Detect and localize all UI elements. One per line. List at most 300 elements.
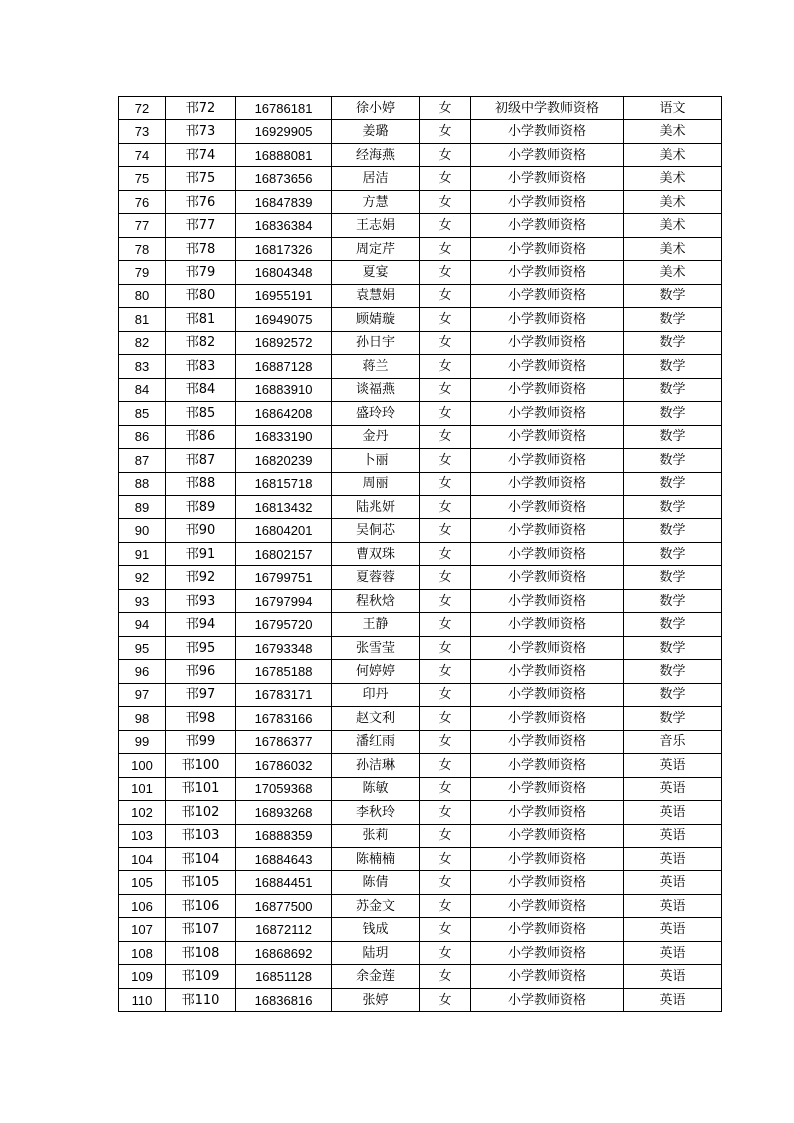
qualification-type-cell: 小学教师资格 (471, 402, 624, 425)
table-row (119, 824, 722, 847)
applicant-name-cell: 谈福燕 (332, 378, 420, 401)
applicant-name-cell: 夏宴 (332, 261, 420, 284)
certificate-number-cell: 16804201 (236, 519, 332, 542)
certificate-number-cell: 16955191 (236, 284, 332, 307)
row-number-cell: 97 (119, 683, 166, 706)
certificate-number-cell: 16847839 (236, 190, 332, 213)
qualification-type-cell: 小学教师资格 (471, 378, 624, 401)
applicant-code-cell: 邗73 (166, 120, 236, 143)
applicant-name-cell: 方慧 (332, 190, 420, 213)
subject-cell: 英语 (624, 988, 722, 1011)
gender-cell: 女 (420, 97, 471, 120)
certificate-number-cell: 16872112 (236, 918, 332, 941)
applicant-code-cell: 邗74 (166, 143, 236, 166)
applicant-code-cell: 邗102 (166, 801, 236, 824)
applicant-name-cell: 居洁 (332, 167, 420, 190)
row-number-cell: 102 (119, 801, 166, 824)
certificate-number-cell: 16949075 (236, 308, 332, 331)
row-number-cell: 98 (119, 707, 166, 730)
qualification-type-cell: 小学教师资格 (471, 284, 624, 307)
applicant-code-cell: 邗78 (166, 237, 236, 260)
table-row (119, 97, 722, 120)
subject-cell: 数学 (624, 449, 722, 472)
certificate-number-cell: 16795720 (236, 613, 332, 636)
subject-cell: 美术 (624, 261, 722, 284)
certificate-number-cell: 16864208 (236, 402, 332, 425)
qualification-type-cell: 小学教师资格 (471, 871, 624, 894)
qualification-type-cell: 小学教师资格 (471, 331, 624, 354)
subject-cell: 语文 (624, 97, 722, 120)
applicant-code-cell: 邗86 (166, 425, 236, 448)
applicant-code-cell: 邗81 (166, 308, 236, 331)
applicant-code-cell: 邗110 (166, 988, 236, 1011)
applicant-name-cell: 钱成 (332, 918, 420, 941)
gender-cell: 女 (420, 613, 471, 636)
table-row (119, 754, 722, 777)
qualification-type-cell: 小学教师资格 (471, 848, 624, 871)
applicant-name-cell: 王静 (332, 613, 420, 636)
row-number-cell: 107 (119, 918, 166, 941)
row-number-cell: 75 (119, 167, 166, 190)
certificate-number-cell: 16820239 (236, 449, 332, 472)
certificate-number-cell: 16817326 (236, 237, 332, 260)
row-number-cell: 78 (119, 237, 166, 260)
applicant-name-cell: 陈楠楠 (332, 848, 420, 871)
certificate-number-cell: 16868692 (236, 941, 332, 964)
qualification-type-cell: 小学教师资格 (471, 988, 624, 1011)
qualification-type-cell: 小学教师资格 (471, 918, 624, 941)
qualification-type-cell: 小学教师资格 (471, 965, 624, 988)
row-number-cell: 72 (119, 97, 166, 120)
applicant-name-cell: 经海燕 (332, 143, 420, 166)
row-number-cell: 104 (119, 848, 166, 871)
qualification-type-cell: 小学教师资格 (471, 519, 624, 542)
qualification-type-cell: 小学教师资格 (471, 613, 624, 636)
qualification-type-cell: 小学教师资格 (471, 237, 624, 260)
certificate-number-cell: 16815718 (236, 472, 332, 495)
applicant-code-cell: 邗84 (166, 378, 236, 401)
gender-cell: 女 (420, 214, 471, 237)
gender-cell: 女 (420, 965, 471, 988)
subject-cell: 英语 (624, 824, 722, 847)
applicant-code-cell: 邗96 (166, 660, 236, 683)
table-row (119, 777, 722, 800)
subject-cell: 数学 (624, 472, 722, 495)
qualification-type-cell: 小学教师资格 (471, 542, 624, 565)
row-number-cell: 90 (119, 519, 166, 542)
applicant-code-cell: 邗88 (166, 472, 236, 495)
table-row (119, 566, 722, 589)
applicant-code-cell: 邗106 (166, 894, 236, 917)
table-row (119, 495, 722, 518)
applicant-name-cell: 金丹 (332, 425, 420, 448)
applicant-name-cell: 曹双珠 (332, 542, 420, 565)
subject-cell: 美术 (624, 143, 722, 166)
subject-cell: 音乐 (624, 730, 722, 753)
subject-cell: 英语 (624, 801, 722, 824)
row-number-cell: 76 (119, 190, 166, 213)
gender-cell: 女 (420, 894, 471, 917)
applicant-name-cell: 印丹 (332, 683, 420, 706)
applicant-name-cell: 周丽 (332, 472, 420, 495)
subject-cell: 美术 (624, 190, 722, 213)
certificate-number-cell: 16793348 (236, 636, 332, 659)
applicant-name-cell: 王志娟 (332, 214, 420, 237)
applicant-code-cell: 邗97 (166, 683, 236, 706)
table-row (119, 190, 722, 213)
applicant-code-cell: 邗89 (166, 495, 236, 518)
subject-cell: 数学 (624, 542, 722, 565)
certificate-number-cell: 16884643 (236, 848, 332, 871)
applicant-name-cell: 何婷婷 (332, 660, 420, 683)
table-row (119, 965, 722, 988)
table-row (119, 801, 722, 824)
applicant-code-cell: 邗98 (166, 707, 236, 730)
gender-cell: 女 (420, 801, 471, 824)
gender-cell: 女 (420, 848, 471, 871)
gender-cell: 女 (420, 824, 471, 847)
applicant-name-cell: 苏金文 (332, 894, 420, 917)
applicant-name-cell: 姜璐 (332, 120, 420, 143)
applicant-name-cell: 周定芹 (332, 237, 420, 260)
gender-cell: 女 (420, 988, 471, 1011)
gender-cell: 女 (420, 331, 471, 354)
applicant-name-cell: 余金莲 (332, 965, 420, 988)
gender-cell: 女 (420, 871, 471, 894)
subject-cell: 数学 (624, 378, 722, 401)
table-row (119, 707, 722, 730)
table-row (119, 988, 722, 1011)
qualification-type-cell: 小学教师资格 (471, 777, 624, 800)
table-row (119, 143, 722, 166)
certificate-number-cell: 16887128 (236, 355, 332, 378)
certificate-number-cell: 16813432 (236, 495, 332, 518)
table-row (119, 284, 722, 307)
qualification-type-cell: 小学教师资格 (471, 683, 624, 706)
table-row (119, 425, 722, 448)
row-number-cell: 73 (119, 120, 166, 143)
applicant-code-cell: 邗108 (166, 941, 236, 964)
row-number-cell: 74 (119, 143, 166, 166)
table-row (119, 308, 722, 331)
subject-cell: 数学 (624, 589, 722, 612)
applicant-code-cell: 邗101 (166, 777, 236, 800)
applicant-code-cell: 邗72 (166, 97, 236, 120)
gender-cell: 女 (420, 425, 471, 448)
subject-cell: 数学 (624, 402, 722, 425)
applicant-code-cell: 邗77 (166, 214, 236, 237)
certificate-number-cell: 16797994 (236, 589, 332, 612)
gender-cell: 女 (420, 542, 471, 565)
qualification-type-cell: 初级中学教师资格 (471, 97, 624, 120)
certificate-number-cell: 16783171 (236, 683, 332, 706)
row-number-cell: 84 (119, 378, 166, 401)
certificate-number-cell: 16851128 (236, 965, 332, 988)
row-number-cell: 91 (119, 542, 166, 565)
table-row (119, 918, 722, 941)
gender-cell: 女 (420, 190, 471, 213)
row-number-cell: 80 (119, 284, 166, 307)
applicant-name-cell: 程秋焓 (332, 589, 420, 612)
subject-cell: 美术 (624, 120, 722, 143)
qualification-type-cell: 小学教师资格 (471, 143, 624, 166)
qualification-type-cell: 小学教师资格 (471, 449, 624, 472)
row-number-cell: 89 (119, 495, 166, 518)
row-number-cell: 82 (119, 331, 166, 354)
applicant-code-cell: 邗80 (166, 284, 236, 307)
subject-cell: 数学 (624, 566, 722, 589)
gender-cell: 女 (420, 472, 471, 495)
qualification-type-cell: 小学教师资格 (471, 214, 624, 237)
table-row (119, 941, 722, 964)
table-row (119, 402, 722, 425)
qualification-type-cell: 小学教师资格 (471, 941, 624, 964)
certificate-number-cell: 16836816 (236, 988, 332, 1011)
qualification-type-cell: 小学教师资格 (471, 167, 624, 190)
row-number-cell: 85 (119, 402, 166, 425)
gender-cell: 女 (420, 519, 471, 542)
qualification-type-cell: 小学教师资格 (471, 566, 624, 589)
row-number-cell: 100 (119, 754, 166, 777)
gender-cell: 女 (420, 941, 471, 964)
qualification-type-cell: 小学教师资格 (471, 308, 624, 331)
subject-cell: 数学 (624, 308, 722, 331)
certificate-number-cell: 16786377 (236, 730, 332, 753)
certificate-number-cell: 16883910 (236, 378, 332, 401)
applicant-name-cell: 袁慧娟 (332, 284, 420, 307)
table-row (119, 355, 722, 378)
table-row (119, 472, 722, 495)
subject-cell: 数学 (624, 613, 722, 636)
qualification-type-cell: 小学教师资格 (471, 190, 624, 213)
row-number-cell: 101 (119, 777, 166, 800)
gender-cell: 女 (420, 167, 471, 190)
row-number-cell: 94 (119, 613, 166, 636)
row-number-cell: 79 (119, 261, 166, 284)
applicant-name-cell: 夏蓉蓉 (332, 566, 420, 589)
gender-cell: 女 (420, 402, 471, 425)
gender-cell: 女 (420, 449, 471, 472)
applicant-code-cell: 邗83 (166, 355, 236, 378)
table-row (119, 636, 722, 659)
applicant-code-cell: 邗100 (166, 754, 236, 777)
certificate-number-cell: 16888081 (236, 143, 332, 166)
row-number-cell: 88 (119, 472, 166, 495)
row-number-cell: 95 (119, 636, 166, 659)
table-row (119, 167, 722, 190)
certificate-number-cell: 16884451 (236, 871, 332, 894)
table-row (119, 848, 722, 871)
qualification-type-cell: 小学教师资格 (471, 355, 624, 378)
certificate-number-cell: 16802157 (236, 542, 332, 565)
subject-cell: 数学 (624, 355, 722, 378)
certificate-number-cell: 16877500 (236, 894, 332, 917)
applicant-code-cell: 邗99 (166, 730, 236, 753)
applicant-code-cell: 邗91 (166, 542, 236, 565)
gender-cell: 女 (420, 660, 471, 683)
gender-cell: 女 (420, 707, 471, 730)
certificate-number-cell: 16785188 (236, 660, 332, 683)
applicant-code-cell: 邗90 (166, 519, 236, 542)
table-row (119, 730, 722, 753)
table-row (119, 660, 722, 683)
subject-cell: 数学 (624, 425, 722, 448)
qualification-type-cell: 小学教师资格 (471, 120, 624, 143)
qualification-type-cell: 小学教师资格 (471, 261, 624, 284)
gender-cell: 女 (420, 566, 471, 589)
table-row (119, 378, 722, 401)
table-row (119, 120, 722, 143)
gender-cell: 女 (420, 777, 471, 800)
qualification-type-cell: 小学教师资格 (471, 425, 624, 448)
certificate-number-cell: 16929905 (236, 120, 332, 143)
table-row (119, 519, 722, 542)
certificate-number-cell: 17059368 (236, 777, 332, 800)
subject-cell: 美术 (624, 237, 722, 260)
applicant-name-cell: 潘红雨 (332, 730, 420, 753)
subject-cell: 英语 (624, 848, 722, 871)
applicant-name-cell: 孙洁琳 (332, 754, 420, 777)
row-number-cell: 86 (119, 425, 166, 448)
row-number-cell: 108 (119, 941, 166, 964)
applicant-name-cell: 陈敏 (332, 777, 420, 800)
applicant-code-cell: 邗93 (166, 589, 236, 612)
applicant-code-cell: 邗103 (166, 824, 236, 847)
applicant-code-cell: 邗82 (166, 331, 236, 354)
table-row (119, 237, 722, 260)
certificate-number-cell: 16893268 (236, 801, 332, 824)
qualification-type-cell: 小学教师资格 (471, 636, 624, 659)
applicant-code-cell: 邗95 (166, 636, 236, 659)
subject-cell: 英语 (624, 918, 722, 941)
applicant-name-cell: 盛玲玲 (332, 402, 420, 425)
applicant-name-cell: 蒋兰 (332, 355, 420, 378)
subject-cell: 英语 (624, 754, 722, 777)
applicant-name-cell: 张婷 (332, 988, 420, 1011)
subject-cell: 数学 (624, 519, 722, 542)
applicant-name-cell: 李秋玲 (332, 801, 420, 824)
subject-cell: 数学 (624, 636, 722, 659)
row-number-cell: 105 (119, 871, 166, 894)
gender-cell: 女 (420, 355, 471, 378)
subject-cell: 英语 (624, 965, 722, 988)
gender-cell: 女 (420, 918, 471, 941)
certificate-number-cell: 16786032 (236, 754, 332, 777)
applicant-code-cell: 邗107 (166, 918, 236, 941)
applicant-name-cell: 孙日宇 (332, 331, 420, 354)
applicant-code-cell: 邗76 (166, 190, 236, 213)
row-number-cell: 83 (119, 355, 166, 378)
gender-cell: 女 (420, 589, 471, 612)
certificate-number-cell: 16836384 (236, 214, 332, 237)
gender-cell: 女 (420, 261, 471, 284)
roster-table (118, 96, 722, 1012)
table-row (119, 261, 722, 284)
qualification-type-cell: 小学教师资格 (471, 754, 624, 777)
qualification-type-cell: 小学教师资格 (471, 707, 624, 730)
applicant-code-cell: 邗104 (166, 848, 236, 871)
subject-cell: 数学 (624, 660, 722, 683)
subject-cell: 英语 (624, 777, 722, 800)
subject-cell: 英语 (624, 871, 722, 894)
qualification-type-cell: 小学教师资格 (471, 730, 624, 753)
subject-cell: 英语 (624, 941, 722, 964)
applicant-name-cell: 陆玥 (332, 941, 420, 964)
gender-cell: 女 (420, 308, 471, 331)
table-row (119, 449, 722, 472)
gender-cell: 女 (420, 636, 471, 659)
applicant-code-cell: 邗79 (166, 261, 236, 284)
applicant-name-cell: 徐小婷 (332, 97, 420, 120)
roster-body (119, 97, 722, 1012)
certificate-number-cell: 16799751 (236, 566, 332, 589)
applicant-name-cell: 卜丽 (332, 449, 420, 472)
row-number-cell: 92 (119, 566, 166, 589)
qualification-type-cell: 小学教师资格 (471, 589, 624, 612)
qualification-type-cell: 小学教师资格 (471, 824, 624, 847)
gender-cell: 女 (420, 683, 471, 706)
applicant-name-cell: 吴侗芯 (332, 519, 420, 542)
gender-cell: 女 (420, 378, 471, 401)
row-number-cell: 96 (119, 660, 166, 683)
applicant-name-cell: 陆兆妍 (332, 495, 420, 518)
gender-cell: 女 (420, 237, 471, 260)
subject-cell: 美术 (624, 214, 722, 237)
qualification-type-cell: 小学教师资格 (471, 495, 624, 518)
applicant-name-cell: 张雪莹 (332, 636, 420, 659)
applicant-name-cell: 顾婧璇 (332, 308, 420, 331)
gender-cell: 女 (420, 730, 471, 753)
subject-cell: 数学 (624, 495, 722, 518)
table-row (119, 331, 722, 354)
table-row (119, 542, 722, 565)
gender-cell: 女 (420, 284, 471, 307)
applicant-code-cell: 邗92 (166, 566, 236, 589)
gender-cell: 女 (420, 120, 471, 143)
row-number-cell: 93 (119, 589, 166, 612)
subject-cell: 英语 (624, 894, 722, 917)
certificate-number-cell: 16804348 (236, 261, 332, 284)
applicant-code-cell: 邗75 (166, 167, 236, 190)
subject-cell: 美术 (624, 167, 722, 190)
certificate-number-cell: 16873656 (236, 167, 332, 190)
row-number-cell: 81 (119, 308, 166, 331)
table-row (119, 871, 722, 894)
subject-cell: 数学 (624, 284, 722, 307)
applicant-name-cell: 陈倩 (332, 871, 420, 894)
applicant-code-cell: 邗94 (166, 613, 236, 636)
table-row (119, 589, 722, 612)
applicant-code-cell: 邗87 (166, 449, 236, 472)
row-number-cell: 77 (119, 214, 166, 237)
applicant-code-cell: 邗105 (166, 871, 236, 894)
table-row (119, 613, 722, 636)
certificate-number-cell: 16888359 (236, 824, 332, 847)
row-number-cell: 109 (119, 965, 166, 988)
table-row (119, 683, 722, 706)
applicant-code-cell: 邗109 (166, 965, 236, 988)
applicant-name-cell: 赵文利 (332, 707, 420, 730)
row-number-cell: 106 (119, 894, 166, 917)
applicant-code-cell: 邗85 (166, 402, 236, 425)
qualification-type-cell: 小学教师资格 (471, 660, 624, 683)
table-row (119, 214, 722, 237)
certificate-number-cell: 16786181 (236, 97, 332, 120)
certificate-number-cell: 16892572 (236, 331, 332, 354)
table-row (119, 894, 722, 917)
row-number-cell: 99 (119, 730, 166, 753)
applicant-name-cell: 张莉 (332, 824, 420, 847)
